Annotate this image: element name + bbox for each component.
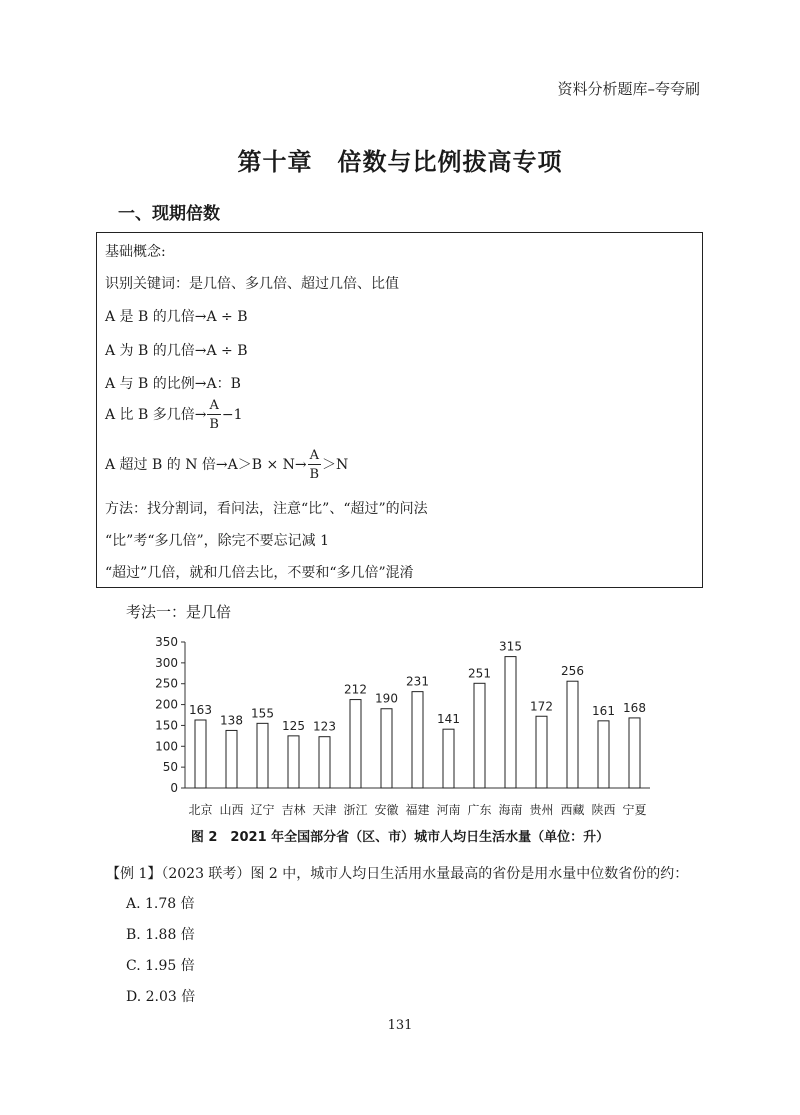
option-d: D. 2.03 倍	[126, 989, 196, 1005]
x-tick-label: 西藏	[560, 803, 585, 817]
rule-5-suffix: ＞N	[322, 457, 349, 473]
question-text: 【例 1】（2023 联考）图 2 中，城市人均日生活用水量最高的省份是用水量中位数省份的约：	[106, 866, 689, 882]
y-tick-label: 350	[155, 635, 178, 649]
bar	[350, 700, 361, 788]
fraction-denominator: B	[209, 417, 219, 432]
y-tick-label: 100	[155, 739, 178, 754]
bar-value-label: 163	[189, 703, 212, 718]
concept-rule-5	[105, 449, 348, 481]
bar-value-label: 190	[375, 691, 398, 706]
x-tick-label: 福建	[405, 803, 430, 817]
x-tick-label: 宁夏	[622, 803, 647, 817]
fraction-a-over-b	[308, 449, 321, 481]
chapter-title: 第十章 倍数与比例拔高专项	[237, 147, 563, 176]
rule-5-prefix: A 超过 B 的 N 倍→A＞B × N→	[105, 457, 307, 473]
bar-value-label: 251	[468, 666, 491, 681]
bar-value-label: 172	[530, 699, 553, 714]
fraction-a-over-b	[207, 399, 220, 431]
concept-rule-2: A 为 B 的几倍→A ÷ B	[105, 343, 248, 359]
bar	[629, 718, 640, 788]
concept-rule-3: A 与 B 的比例→A：B	[105, 376, 241, 392]
bar	[257, 723, 268, 788]
bar	[536, 716, 547, 788]
y-tick-label: 250	[155, 676, 178, 691]
concept-rule-1: A 是 B 的几倍→A ÷ B	[105, 309, 248, 325]
x-tick-label: 河南	[436, 803, 461, 817]
rule-4-prefix: A 比 B 多几倍→	[105, 407, 207, 423]
bar	[195, 720, 206, 788]
x-tick-label: 北京	[188, 803, 213, 817]
bar-value-label: 123	[313, 719, 336, 734]
concept-tip-1: “比”考“多几倍”，除完不要忘记减 1	[105, 533, 329, 549]
header-book-title: 资料分析题库–夸夸刷	[557, 80, 700, 98]
option-c: C. 1.95 倍	[126, 958, 195, 974]
bar-value-label: 125	[282, 718, 305, 733]
page-number: 131	[387, 1018, 413, 1033]
bar	[226, 730, 237, 788]
x-tick-label: 贵州	[529, 803, 554, 817]
bar	[319, 737, 330, 788]
x-tick-label: 天津	[312, 803, 337, 817]
option-b: B. 1.88 倍	[126, 927, 195, 943]
bar-value-label: 256	[561, 664, 584, 679]
bar	[598, 721, 609, 788]
bar-value-label: 138	[220, 713, 243, 728]
bar-value-label: 155	[251, 706, 274, 721]
y-tick-label: 150	[155, 718, 178, 733]
bar-value-label: 161	[592, 703, 615, 718]
x-tick-label: 辽宁	[250, 803, 275, 817]
figure-caption: 图 2 2021 年全国部分省（区、市）城市人均日生活水量（单位：升）	[190, 830, 610, 845]
y-tick-label: 0	[170, 781, 178, 795]
bar-value-label: 141	[437, 712, 460, 727]
bar	[381, 709, 392, 788]
section-title: 一、现期倍数	[118, 204, 220, 224]
bar-value-label: 212	[344, 682, 367, 697]
bar	[505, 657, 516, 788]
method-label: 考法一：是几倍	[126, 603, 232, 621]
x-tick-label: 浙江	[343, 803, 368, 817]
bar	[474, 683, 485, 788]
fraction-denominator: B	[309, 467, 320, 482]
bar-value-label: 168	[623, 700, 646, 715]
bar-value-label: 231	[406, 674, 429, 689]
concept-method: 方法：找分割词，看问法，注意“比”、“超过”的问法	[105, 501, 428, 517]
concept-rule-4	[105, 399, 243, 431]
concept-heading: 基础概念:	[105, 244, 166, 260]
bar-chart	[150, 632, 670, 822]
y-tick-label: 300	[155, 655, 178, 670]
x-tick-label: 吉林	[281, 803, 306, 817]
fraction-numerator: A	[209, 398, 219, 413]
y-tick-label: 50	[162, 760, 178, 775]
x-tick-label: 山西	[219, 803, 244, 817]
bar	[412, 692, 423, 788]
x-tick-label: 海南	[498, 803, 523, 817]
bar	[567, 681, 578, 788]
x-tick-label: 陕西	[591, 803, 616, 817]
concept-box	[96, 232, 703, 588]
bar	[443, 729, 454, 788]
bar-value-label: 315	[499, 639, 522, 654]
y-tick-label: 200	[155, 697, 178, 712]
bar	[288, 736, 299, 788]
rule-4-suffix: −1	[221, 407, 243, 423]
fraction-numerator: A	[309, 448, 320, 463]
x-tick-label: 广东	[467, 803, 492, 817]
x-tick-label: 安徽	[374, 803, 399, 817]
option-a: A. 1.78 倍	[126, 896, 195, 912]
concept-keywords: 识别关键词：是几倍、多几倍、超过几倍、比值	[105, 276, 399, 292]
concept-tip-2: “超过”几倍，就和几倍去比，不要和“多几倍”混淆	[105, 565, 414, 581]
